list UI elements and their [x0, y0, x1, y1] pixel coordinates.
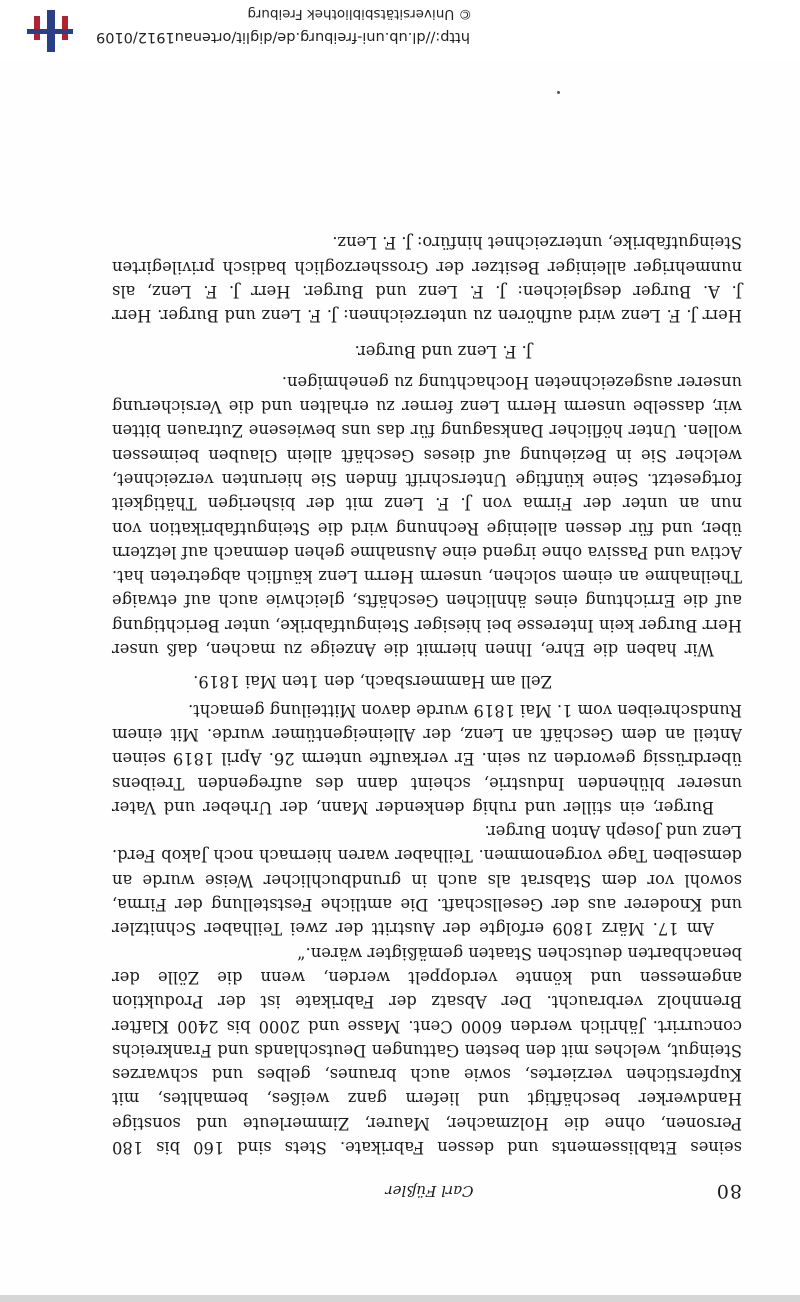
paragraph-burger: Burger, ein stiller und ruhig denkender Mann, der Urheber und Vater unserer blühenden Industrie, scheint dann des aufregenden Treibens überdrüssig geworden zu sein. Er verkaufte unterm 26. April 1819 seinen Anteil an dem Geschäft an Lenz, der Alleineigentümer wurde. Mit einem Rundschreiben vom 1. Mai 1819 wurde davon Mitteilung gemacht.: [112, 700, 742, 817]
page-bottom-rule: [0, 1295, 800, 1302]
letter-date-line: Zell am Hammersbach, den 1ten Mai 1819.: [193, 672, 552, 692]
source-url[interactable]: http://dl.ub.uni-freiburg.de/diglit/ortenau1912/0109: [96, 29, 470, 45]
paragraph-austritt: Am 17. März 1809 erfolgte der Austritt der zwei Teilhaber Schnitzler und Knoderer aus der Gesellschaft. Die amtliche Feststellung der Firma, sowohl vor dem Stabsrat als auch in grundbuchlicher Weise wurde an demselben Tage vorgenommen. Teilhaber waren hiernach noch Jakob Ferd. Lenz und Joseph Anton Burger.: [112, 822, 742, 939]
running-head: [117, 1172, 742, 1202]
body-text: [112, 230, 742, 1159]
letter-body: Wir haben die Ehre, Ihnen hiermit die Anzeige zu machen, daß unser Herr Burger kein Interesse bei hiesiger Steingutfabrike, unter Berichtigung auf die Errichtung eines ähnlichen Geschäfts, gleichwie auch auf etwaige Theilnahme an einem solchen, unserm Herrn Lenz käuflich abgetreten hat. Activa und Passiva ohne irgend eine Ausnahme gehen demnach auf letztern über, und für dessen alleinige Rechnung wird die Steingutfabrikation von nun an unter der Firma von J. F. Lenz mit der bisherigen Thätigkeit fortgesetzt. Seine künftige Unterschrift finden Sie hierunten verzeichnet, welcher Sie in Beziehung auf dieses Geschäft allein Glauben beimessen wollen. Unter höflicher Danksagung für das uns bewiesene Zutrauen bitten wir, dasselbe unserm Herrn Lenz ferner zu erhalten und die Versicherung unserer ausgezeichneten Hochachtung zu genehmigen.: [112, 372, 742, 660]
ub-freiburg-logo-icon[interactable]: [26, 8, 74, 54]
viewer-header: [0, 0, 800, 62]
signature-notes: Herr J. F. Lenz wird aufhören zu unterzeichnen: J. F. Lenz und Burger. Herr J. A. Burger desgleichen: J. F. Lenz und Burger. Herr J. F. Lenz, als nunmehriger alleiniger Besitzer der Grossherzoglich badisch privilegirten Steingutfabrike, unterzeichnet hinfüro: J. F. Lenz.: [112, 233, 742, 326]
paragraph-fabrikate: seines Etablissements und dessen Fabrikate. Stets sind 160 bis 180 Personen, ohne die Holzmacher, Maurer, Zimmerleute und sonstige Handwerker beschäftigt und liefern ganz weißes, bemahltes, mit Kupferstichen verziertes, sowie auch braunes, gelbes und schwarzes Steingut, welches mit den besten Gattungen Deutschlands und Frankreichs concurrirt. Jährlich werden 6000 Cent. Masse und 2000 bis 2400 Klafter Brennholz verbraucht. Der Absatz der Fabrikate ist der Produktion angemessen und könnte verdoppelt werden, wenn die Zölle der benachbarten deutschen Staaten gemäßigter wären.“: [112, 943, 742, 1157]
letter-signature: J. F. Lenz und Burger.: [354, 342, 532, 362]
running-title: Carl Füßler: [385, 1182, 474, 1200]
copyright-notice: © Universitätsbibliothek Freiburg: [247, 6, 472, 22]
scan-speck: [557, 91, 560, 94]
page-number: 80: [715, 1180, 742, 1202]
